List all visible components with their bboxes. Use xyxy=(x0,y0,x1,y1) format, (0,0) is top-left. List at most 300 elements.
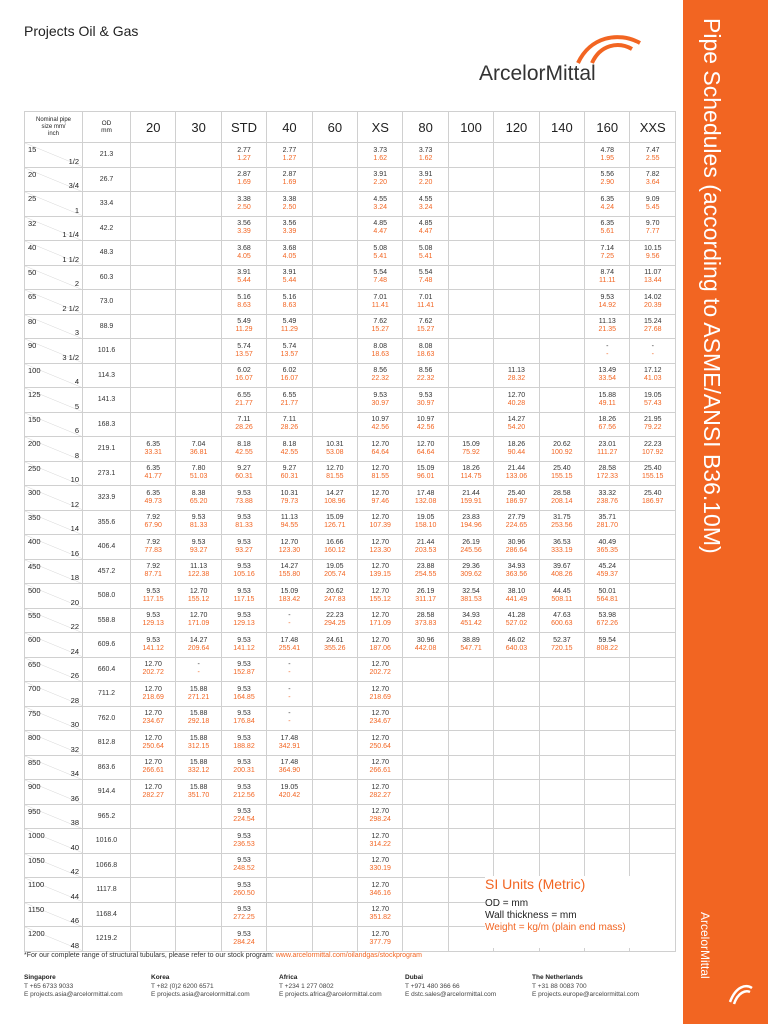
schedule-cell xyxy=(176,731,221,756)
office-email[interactable]: E projects.asia@arcelormittal.com xyxy=(151,991,250,998)
wall-thickness: 15.88 xyxy=(189,710,208,718)
schedule-cell xyxy=(358,339,403,364)
weight-value: 54.20 xyxy=(507,424,526,432)
schedule-cell xyxy=(630,780,676,805)
weight-value: 255.41 xyxy=(278,644,301,652)
schedule-cell xyxy=(176,927,221,952)
office-phone: T +31 88 0083 700 xyxy=(532,982,587,990)
weight-value: 1.27 xyxy=(282,154,297,162)
weight-value: 64.64 xyxy=(416,448,435,456)
wall-thickness: 6.35 xyxy=(600,220,615,228)
nominal-size-mm: 400 xyxy=(28,537,41,546)
schedule-cell xyxy=(176,412,221,437)
weight-value: 123.30 xyxy=(369,546,391,554)
schedule-cell xyxy=(585,682,630,707)
schedule-cell xyxy=(131,731,176,756)
schedule-cell xyxy=(494,461,539,486)
weight-value: 186.97 xyxy=(642,497,664,505)
weight-value: 81.55 xyxy=(326,473,344,481)
weight-value: 75.92 xyxy=(462,448,480,456)
wall-thickness: 3.73 xyxy=(418,146,433,154)
schedule-cell xyxy=(267,437,312,462)
weight-value: 36.81 xyxy=(189,448,208,456)
wall-thickness: 9.53 xyxy=(237,734,251,742)
schedule-cell xyxy=(267,486,312,511)
weight-value: 330.19 xyxy=(369,865,391,873)
schedule-cell xyxy=(585,853,630,878)
schedule-cell xyxy=(312,461,357,486)
schedule-cell xyxy=(176,486,221,511)
weight-value: 152.87 xyxy=(233,669,255,677)
schedule-cell xyxy=(539,290,584,315)
weight-value: 22.32 xyxy=(371,375,389,383)
wall-thickness: 26.19 xyxy=(462,538,480,546)
weight-value: 4.05 xyxy=(282,252,297,260)
weight-value: 155.80 xyxy=(278,571,301,579)
weight-value: 28.32 xyxy=(507,375,526,383)
wall-thickness: 12.70 xyxy=(371,563,389,571)
schedule-cell xyxy=(176,143,221,168)
nominal-size-mm: 200 xyxy=(28,439,41,448)
schedule-cell xyxy=(630,339,676,364)
wall-thickness: 14.27 xyxy=(189,636,208,644)
weight-value: 155.12 xyxy=(187,595,210,603)
wall-thickness: 7.62 xyxy=(373,318,388,326)
schedule-cell xyxy=(176,902,221,927)
schedule-cell xyxy=(221,314,266,339)
weight-value: 93.27 xyxy=(235,546,253,554)
weight-value: 218.69 xyxy=(142,693,164,701)
table-row xyxy=(25,412,676,437)
schedule-cell xyxy=(221,633,266,658)
nominal-size-inch: 16 xyxy=(70,548,79,558)
weight-value: 30.97 xyxy=(416,399,435,407)
schedule-header: STD xyxy=(221,112,266,143)
weight-value: 420.42 xyxy=(278,791,301,799)
weight-value: 64.64 xyxy=(371,448,389,456)
schedule-cell xyxy=(221,535,266,560)
schedule-cell xyxy=(448,657,493,682)
schedule-cell xyxy=(585,657,630,682)
schedule-cell xyxy=(585,804,630,829)
weight-value: 11.41 xyxy=(417,301,435,309)
schedule-cell xyxy=(585,780,630,805)
weight-value: 408.26 xyxy=(551,571,573,579)
table-row xyxy=(25,167,676,192)
wall-thickness: 3.38 xyxy=(282,195,297,203)
office-name: Africa xyxy=(279,974,298,981)
schedule-cell xyxy=(131,510,176,535)
schedule-cell xyxy=(358,314,403,339)
schedule-cell xyxy=(539,657,584,682)
wall-thickness: 9.53 xyxy=(237,514,251,522)
schedule-cell xyxy=(131,437,176,462)
nominal-size-cell xyxy=(25,902,83,927)
weight-value: 40.28 xyxy=(507,399,526,407)
weight-value: 202.72 xyxy=(369,669,391,677)
schedule-cell xyxy=(267,829,312,854)
schedule-cell xyxy=(448,314,493,339)
weight-value: 2.20 xyxy=(373,179,388,187)
office-africa xyxy=(279,974,382,1000)
wall-thickness: 12.70 xyxy=(144,759,162,767)
schedule-cell xyxy=(448,559,493,584)
wall-thickness: 9.09 xyxy=(645,195,660,203)
wall-thickness: 12.70 xyxy=(371,857,389,865)
table-row xyxy=(25,731,676,756)
od-cell: 558.8 xyxy=(83,608,131,633)
wall-thickness: 12.70 xyxy=(371,710,389,718)
nominal-size-inch: 5 xyxy=(74,401,79,411)
wall-thickness: 15.24 xyxy=(643,318,662,326)
wall-thickness: 27.79 xyxy=(507,514,526,522)
nominal-size-cell xyxy=(25,559,83,584)
nominal-size-mm: 1100 xyxy=(28,880,45,889)
weight-value: 11.11 xyxy=(599,277,616,285)
weight-value: 65.20 xyxy=(189,497,208,505)
wall-thickness: 12.70 xyxy=(371,612,389,620)
schedule-cell xyxy=(131,902,176,927)
wall-thickness: 6.55 xyxy=(282,391,297,399)
schedule-cell xyxy=(267,167,312,192)
weight-value: 4.24 xyxy=(600,203,615,211)
wall-thickness: 5.49 xyxy=(282,318,297,326)
office-name: Dubai xyxy=(405,974,424,981)
wall-thickness: 36.53 xyxy=(553,538,571,546)
wall-thickness: 12.70 xyxy=(371,636,389,644)
nominal-size-mm: 40 xyxy=(28,243,37,252)
weight-value: 77.83 xyxy=(144,546,162,554)
schedule-cell xyxy=(585,216,630,241)
nominal-size-cell xyxy=(25,437,83,462)
weight-value: 234.67 xyxy=(369,718,391,726)
od-cell: 1016.0 xyxy=(83,829,131,854)
nominal-size-mm: 90 xyxy=(28,341,37,350)
od-cell: 114.3 xyxy=(83,363,131,388)
schedule-cell xyxy=(448,780,493,805)
nominal-size-mm: 1200 xyxy=(28,929,45,938)
schedule-cell xyxy=(176,461,221,486)
schedule-cell xyxy=(358,241,403,266)
office-phone: T +65 6733 9033 xyxy=(24,982,74,990)
nominal-size-mm: 300 xyxy=(28,488,41,497)
schedule-cell xyxy=(131,853,176,878)
wall-thickness: 28.58 xyxy=(416,612,435,620)
schedule-cell xyxy=(312,853,357,878)
schedule-cell xyxy=(267,780,312,805)
schedule-cell xyxy=(494,192,539,217)
wall-thickness: 5.54 xyxy=(418,269,433,277)
wall-thickness: 9.53 xyxy=(237,612,251,620)
schedule-cell xyxy=(221,829,266,854)
schedule-cell xyxy=(585,265,630,290)
vertical-brand: ArcelorMittal xyxy=(698,912,712,979)
wall-thickness: 12.70 xyxy=(189,612,208,620)
wall-thickness: 12.70 xyxy=(371,514,389,522)
schedule-cell xyxy=(494,535,539,560)
schedule-cell xyxy=(403,853,448,878)
weight-value: 209.64 xyxy=(187,644,210,652)
office-email[interactable]: E projects.asia@arcelormittal.com xyxy=(24,991,123,998)
schedule-cell xyxy=(221,461,266,486)
schedule-cell xyxy=(494,437,539,462)
wall-thickness: 5.16 xyxy=(237,293,251,301)
schedule-cell xyxy=(312,339,357,364)
nominal-size-inch: 46 xyxy=(70,916,79,925)
nominal-size-mm: 50 xyxy=(28,267,37,277)
weight-value: 245.56 xyxy=(460,546,482,554)
schedule-cell xyxy=(176,290,221,315)
weight-value: 442.08 xyxy=(414,644,437,652)
weight-value: 41.03 xyxy=(643,375,662,383)
weight-value: 224.65 xyxy=(505,522,528,530)
schedule-cell xyxy=(539,167,584,192)
weight-value: 266.61 xyxy=(369,767,391,775)
schedule-cell xyxy=(448,437,493,462)
schedule-cell xyxy=(358,706,403,731)
schedule-cell xyxy=(494,829,539,854)
schedule-cell xyxy=(358,437,403,462)
schedule-header: 60 xyxy=(312,112,357,143)
od-cell: 609.6 xyxy=(83,633,131,658)
wall-thickness: 9.53 xyxy=(237,759,251,767)
schedule-cell xyxy=(312,143,357,168)
nominal-size-cell xyxy=(25,927,83,952)
wall-thickness: 12.70 xyxy=(326,465,344,473)
schedule-cell xyxy=(358,584,403,609)
schedule-cell xyxy=(403,657,448,682)
schedule-cell xyxy=(358,167,403,192)
wall-thickness: 7.11 xyxy=(282,416,296,424)
schedule-header: 160 xyxy=(585,112,630,143)
nominal-size-cell xyxy=(25,804,83,829)
schedule-cell xyxy=(448,192,493,217)
schedule-cell xyxy=(312,290,357,315)
schedule-cell xyxy=(221,143,266,168)
nominal-size-cell xyxy=(25,878,83,903)
schedule-cell xyxy=(403,927,448,952)
wall-thickness: 12.70 xyxy=(371,759,389,767)
nominal-size-mm: 500 xyxy=(28,586,41,595)
wall-thickness: 18.26 xyxy=(507,440,526,448)
weight-value: 9.56 xyxy=(645,252,660,260)
schedule-cell xyxy=(312,804,357,829)
stock-program-link[interactable]: www.arcelormittal.com/oilandgas/stockprogram xyxy=(275,952,423,959)
weight-value: 87.71 xyxy=(144,571,162,579)
wall-thickness: 6.35 xyxy=(146,489,161,497)
nominal-size-cell xyxy=(25,755,83,780)
weight-value: 720.15 xyxy=(551,644,573,652)
table-row xyxy=(25,486,676,511)
schedule-cell xyxy=(358,192,403,217)
schedule-cell xyxy=(494,633,539,658)
wall-thickness: 34.93 xyxy=(462,612,480,620)
pipe-schedule-table xyxy=(24,111,676,952)
od-cell: 457.2 xyxy=(83,559,131,584)
schedule-cell xyxy=(448,510,493,535)
schedule-cell xyxy=(221,216,266,241)
wall-thickness: 5.08 xyxy=(373,244,388,252)
brand-name: ArcelorMittal xyxy=(479,62,596,85)
schedule-cell xyxy=(312,706,357,731)
schedule-cell xyxy=(585,339,630,364)
schedule-cell xyxy=(131,216,176,241)
schedule-cell xyxy=(358,363,403,388)
schedule-cell xyxy=(267,584,312,609)
schedule-cell xyxy=(448,167,493,192)
nominal-size-mm: 1050 xyxy=(28,855,45,865)
table-row xyxy=(25,461,676,486)
schedule-cell xyxy=(403,461,448,486)
wall-thickness: 14.02 xyxy=(643,293,662,301)
weight-value: 97.46 xyxy=(371,497,389,505)
schedule-cell xyxy=(403,804,448,829)
schedule-cell xyxy=(176,314,221,339)
wall-thickness: 15.88 xyxy=(189,783,208,791)
weight-value: 1.62 xyxy=(418,154,433,162)
schedule-cell xyxy=(176,878,221,903)
wall-thickness: 7.80 xyxy=(191,465,206,473)
weight-value: 21.77 xyxy=(280,399,299,407)
weight-value: 160.12 xyxy=(324,546,346,554)
schedule-cell xyxy=(403,363,448,388)
wall-thickness: - xyxy=(651,342,654,350)
schedule-cell xyxy=(630,412,676,437)
weight-value: 11.29 xyxy=(235,326,253,334)
wall-thickness: 34.93 xyxy=(507,563,526,571)
schedule-cell xyxy=(630,510,676,535)
schedule-cell xyxy=(312,314,357,339)
weight-value: 123.30 xyxy=(278,546,301,554)
od-cell: 42.2 xyxy=(83,216,131,241)
schedule-cell xyxy=(539,216,584,241)
schedule-cell xyxy=(176,829,221,854)
nominal-size-inch: 18 xyxy=(70,573,79,582)
weight-value: 139.15 xyxy=(369,571,391,579)
weight-value: 208.14 xyxy=(551,497,573,505)
schedule-cell xyxy=(494,314,539,339)
schedule-cell xyxy=(403,412,448,437)
schedule-cell xyxy=(176,853,221,878)
schedule-cell xyxy=(267,339,312,364)
weight-value: 21.77 xyxy=(235,399,253,407)
schedule-cell xyxy=(630,388,676,413)
schedule-cell xyxy=(403,437,448,462)
schedule-cell xyxy=(539,829,584,854)
weight-value: 133.06 xyxy=(505,473,528,481)
schedule-cell xyxy=(176,265,221,290)
schedule-cell xyxy=(312,241,357,266)
schedule-cell xyxy=(630,143,676,168)
weight-value: 2.90 xyxy=(600,179,615,187)
wall-thickness: 16.66 xyxy=(326,538,344,546)
schedule-cell xyxy=(448,682,493,707)
nominal-size-mm: 150 xyxy=(28,414,41,424)
wall-thickness: 18.26 xyxy=(598,416,617,424)
weight-value: 21.35 xyxy=(598,326,617,334)
weight-value: 126.71 xyxy=(324,522,346,530)
wall-thickness: 17.12 xyxy=(643,367,662,375)
nominal-size-cell xyxy=(25,657,83,682)
office-email[interactable]: E projects.europe@arcelormittal.com xyxy=(532,991,640,998)
wall-thickness: 14.27 xyxy=(326,489,344,497)
schedule-cell xyxy=(358,829,403,854)
schedule-cell xyxy=(176,241,221,266)
weight-value: 57.43 xyxy=(643,399,662,407)
nominal-size-mm: 125 xyxy=(28,390,41,399)
schedule-header: 20 xyxy=(131,112,176,143)
schedule-cell xyxy=(131,241,176,266)
weight-value: 3.24 xyxy=(373,203,388,211)
schedule-cell xyxy=(176,584,221,609)
office-email[interactable]: E dstc.sales@arcelormittal.com xyxy=(405,991,497,998)
schedule-cell xyxy=(448,143,493,168)
wall-thickness: 12.70 xyxy=(144,685,162,693)
wall-thickness: 17.48 xyxy=(416,489,435,497)
od-cell: 1168.4 xyxy=(83,902,131,927)
weight-value: 7.48 xyxy=(418,277,433,285)
schedule-header: 120 xyxy=(494,112,539,143)
schedule-cell xyxy=(221,780,266,805)
table-row xyxy=(25,755,676,780)
nominal-size-cell xyxy=(25,265,83,290)
office-email[interactable]: E projects.africa@arcelormittal.com xyxy=(279,991,382,998)
schedule-cell xyxy=(358,388,403,413)
schedule-cell xyxy=(630,437,676,462)
schedule-cell xyxy=(585,437,630,462)
weight-value: 15.27 xyxy=(371,326,389,334)
nominal-size-inch: 28 xyxy=(70,695,79,705)
weight-value: 547.71 xyxy=(460,644,482,652)
weight-value: 4.47 xyxy=(418,228,433,236)
schedule-cell xyxy=(539,461,584,486)
schedule-cell xyxy=(312,780,357,805)
wall-thickness: 9.27 xyxy=(282,465,297,473)
schedule-cell xyxy=(221,486,266,511)
weight-value: 81.33 xyxy=(189,522,208,530)
schedule-cell xyxy=(358,510,403,535)
weight-value: 2.55 xyxy=(645,154,660,162)
wall-thickness: 11.13 xyxy=(190,563,208,571)
weight-value: - xyxy=(606,350,609,358)
wall-thickness: 35.71 xyxy=(598,514,617,522)
office-netherlands xyxy=(532,974,639,1000)
wall-thickness: 25.40 xyxy=(507,489,526,497)
weight-value: 141.12 xyxy=(142,644,164,652)
wall-thickness: 12.70 xyxy=(371,661,389,669)
nominal-size-mm: 20 xyxy=(28,169,37,179)
weight-value: 107.92 xyxy=(642,448,664,456)
table-row xyxy=(25,559,676,584)
wall-thickness: 38.10 xyxy=(507,587,526,595)
schedule-cell xyxy=(494,412,539,437)
schedule-cell xyxy=(176,780,221,805)
schedule-header: XXS xyxy=(630,112,676,143)
schedule-cell xyxy=(630,192,676,217)
weight-value: 49.11 xyxy=(598,399,616,407)
units-legend xyxy=(485,876,675,948)
wall-thickness: 12.70 xyxy=(371,685,389,693)
schedule-cell xyxy=(176,559,221,584)
wall-thickness: 5.74 xyxy=(282,342,297,350)
wall-thickness: 8.56 xyxy=(373,367,388,375)
wall-thickness: 7.82 xyxy=(645,171,660,179)
schedule-cell xyxy=(630,608,676,633)
schedule-cell xyxy=(448,388,493,413)
weight-value: 11.41 xyxy=(371,301,389,309)
schedule-cell xyxy=(131,363,176,388)
weight-value: 314.22 xyxy=(369,840,391,848)
